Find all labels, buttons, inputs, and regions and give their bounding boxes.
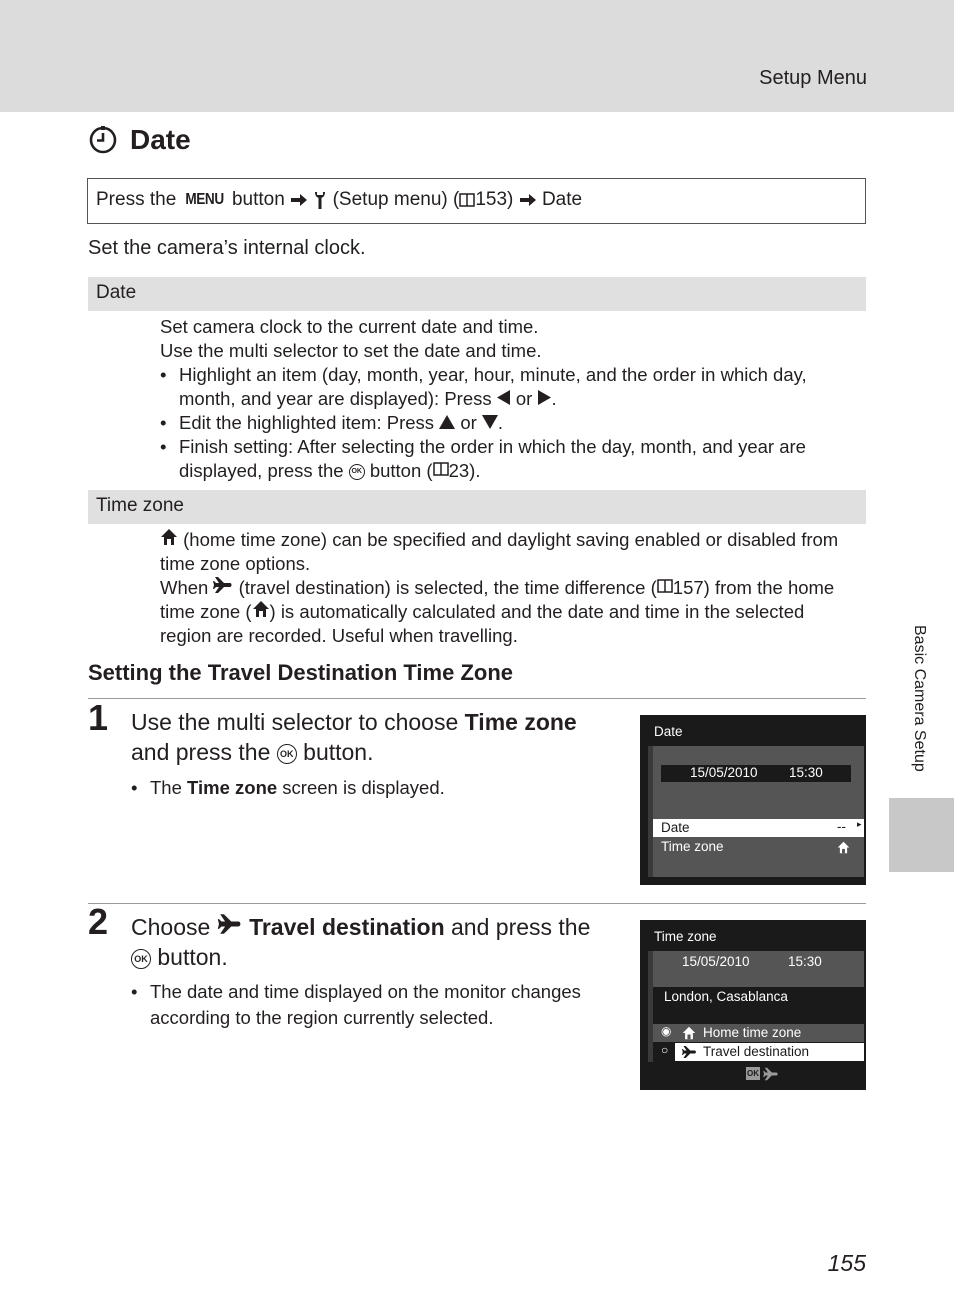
- triangle-down-icon: [482, 415, 498, 429]
- option-highlight: Travel destination: [675, 1043, 864, 1061]
- menu-item-date[interactable]: Date -- ▸: [653, 819, 864, 837]
- airplane-icon: [762, 1067, 780, 1081]
- intro-text: Set the camera’s internal clock.: [88, 237, 366, 259]
- screen-title: Time zone: [654, 929, 717, 944]
- book-ref-icon: [433, 461, 449, 477]
- ok-icon: OK: [747, 1069, 759, 1078]
- step-1-bullet: • The Time zone screen is displayed.: [131, 775, 611, 801]
- screen-title: Date: [654, 724, 683, 739]
- date-value: 15/05/2010: [690, 765, 758, 780]
- radio-selected-icon: ◉: [661, 1024, 672, 1038]
- side-chapter-tab: [889, 798, 954, 872]
- section-subhead: Setting the Travel Destination Time Zone: [88, 660, 514, 685]
- ok-button-icon: OK: [131, 949, 151, 969]
- table-head-date-label: Date: [96, 282, 137, 303]
- book-ref-icon: [657, 578, 673, 594]
- time-value: 15:30: [788, 954, 822, 969]
- menu-path-box: [87, 178, 866, 224]
- date-bullet-2: • Edit the highlighted item: Press or .: [160, 411, 860, 435]
- step-2-bullet: • The date and time displayed on the monitor changes according to the region currently selected.: [131, 979, 611, 1031]
- date-bullet-3: • Finish setting: After selecting the order in which the day, month, and year are displayed, press the OK button ( 23).: [160, 435, 860, 483]
- chevron-right-icon: ▸: [857, 819, 862, 829]
- step-1-number: 1: [88, 697, 109, 738]
- step-2-title: Choose Travel destination and press the OK button.: [131, 914, 591, 970]
- date-description: [160, 315, 860, 483]
- option-travel-destination[interactable]: [653, 1043, 864, 1061]
- screen-side-strip: [648, 746, 653, 877]
- divider: [88, 903, 866, 904]
- camera-screen-timezone: [640, 920, 866, 1090]
- date-display-box: [661, 765, 851, 782]
- path-setup: (Setup menu) (: [332, 189, 460, 210]
- wrench-icon: [313, 190, 327, 210]
- home-icon: [837, 841, 850, 854]
- triangle-right-icon: [537, 390, 551, 405]
- path-button: button: [231, 189, 285, 210]
- tz-para-2: When (travel destination) is selected, the time difference ( 157) from the home time zone ( ) is automatically calculated and the date and time in the selected region are recorded. Useful when travelling.: [160, 577, 835, 646]
- airplane-icon: [217, 913, 243, 935]
- side-chapter-label: Basic Camera Setup: [911, 625, 928, 772]
- camera-screen-date: [640, 715, 866, 885]
- date-line-2: Use the multi selector to set the date and time.: [160, 340, 542, 361]
- tz-para-1: (home time zone) can be specified and daylight saving enabled or disabled from time zone options.: [160, 529, 839, 574]
- date-value: 15/05/2010: [682, 954, 750, 969]
- option-home-time-zone[interactable]: ◉ Home time zone: [653, 1024, 864, 1042]
- date-line-1: Set camera clock to the current date and time.: [160, 316, 539, 337]
- time-value: 15:30: [789, 765, 823, 780]
- menu-key: MENU: [184, 191, 224, 208]
- arrow-right-icon: [519, 193, 537, 207]
- clock-icon: [88, 125, 118, 155]
- home-icon: [252, 600, 270, 618]
- date-bullet-1: • Highlight an item (day, month, year, hour, minute, and the order in which day, month, and year are displayed): Press or .: [160, 363, 860, 411]
- table-head-timezone: [88, 490, 866, 524]
- page-number: 155: [827, 1250, 866, 1276]
- timezone-description: [160, 528, 860, 648]
- triangle-up-icon: [439, 415, 455, 429]
- book-ref-icon: [459, 192, 475, 208]
- path-press: Press the: [96, 189, 177, 210]
- airplane-icon: [682, 1045, 697, 1059]
- triangle-left-icon: [497, 390, 511, 405]
- divider: [88, 698, 866, 699]
- city-name: London, Casablanca: [664, 989, 788, 1004]
- header-band: [0, 0, 954, 112]
- arrow-right-icon: [290, 193, 308, 207]
- page-title-row: [88, 124, 191, 156]
- home-icon: [160, 528, 178, 546]
- ok-button-icon: OK: [349, 464, 365, 480]
- table-head-timezone-label: Time zone: [96, 495, 184, 516]
- path-ref: 153): [475, 189, 514, 210]
- step-1-title: Use the multi selector to choose Time zone and press the OK button.: [131, 709, 577, 765]
- airplane-icon: [213, 576, 233, 594]
- home-icon: [682, 1026, 696, 1040]
- section-label: Setup Menu: [759, 67, 867, 89]
- table-head-date: [88, 277, 866, 311]
- radio-unselected-icon: ○: [661, 1043, 669, 1057]
- ok-button-icon: OK: [277, 744, 297, 764]
- page-title: Date: [130, 124, 191, 155]
- path-dest: Date: [541, 189, 583, 210]
- screen-datetime-panel: [653, 951, 864, 987]
- menu-item-timezone[interactable]: Time zone: [653, 838, 864, 856]
- step-2-number: 2: [88, 901, 109, 942]
